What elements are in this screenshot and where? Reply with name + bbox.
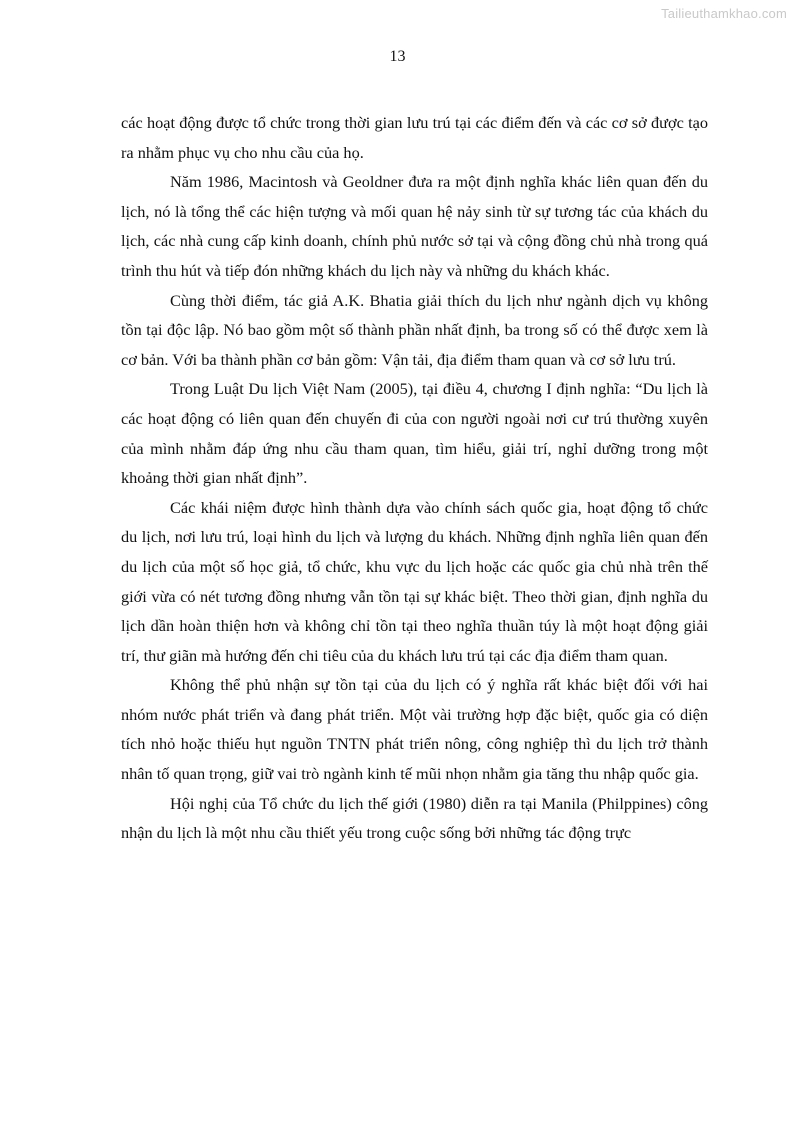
- paragraph: Trong Luật Du lịch Việt Nam (2005), tại điều 4, chương I định nghĩa: “Du lịch là các hoạt động có liên quan đến chuyến đi của con người ngoài nơi cư trú thường xuyên của mình nhằm đáp ứng nhu cầu tham quan, tìm hiểu, giải trí, nghỉ dưỡng trong một khoảng thời gian nhất định”.: [121, 379, 708, 488]
- paragraph: Năm 1986, Macintosh và Geoldner đưa ra một định nghĩa khác liên quan đến du lịch, nó là tổng thể các hiện tượng và mối quan hệ nảy sinh từ sự tương tác của khách du lịch, các nhà cung cấp kinh doanh, chính phủ nước sở tại và cộng đồng chủ nhà trong quá trình thu hút và tiếp đón những khách du lịch này và những du khách khác.: [121, 172, 708, 280]
- paragraph: Hội nghị của Tổ chức du lịch thế giới (1980) diễn ra tại Manila (Philppines) công nhận du lịch là một nhu cầu thiết yếu trong cuộc sống bởi những tác động trực: [121, 793, 708, 843]
- watermark: Tailieuthamkhao.com: [661, 6, 787, 21]
- document-body: [121, 108, 708, 848]
- page-number: 13: [389, 48, 406, 65]
- paragraph: Không thể phủ nhận sự tồn tại của du lịch có ý nghĩa rất khác biệt đối với hai nhóm nước phát triển và đang phát triển. Một vài trường hợp đặc biệt, quốc gia có diện tích nhỏ hoặc thiếu hụt nguồn TNTN phát triển nông, công nghiệp thì du lịch trở thành nhân tố quan trọng, giữ vai trò ngành kinh tế mũi nhọn nhằm gia tăng thu nhập quốc gia.: [121, 675, 708, 784]
- paragraph-continued: các hoạt động được tổ chức trong thời gian lưu trú tại các điểm đến và các cơ sở được tạo ra nhằm phục vụ cho nhu cầu của họ.: [121, 113, 708, 162]
- paragraph: Cùng thời điểm, tác giả A.K. Bhatia giải thích du lịch như ngành dịch vụ không tồn tại độc lập. Nó bao gồm một số thành phần nhất định, ba trong số có thể được xem là cơ bản. Với ba thành phần cơ bản gồm: Vận tải, địa điểm tham quan và cơ sở lưu trú.: [121, 290, 708, 369]
- paragraph: Các khái niệm được hình thành dựa vào chính sách quốc gia, hoạt động tổ chức du lịch, nơi lưu trú, loại hình du lịch và lượng du khách. Những định nghĩa liên quan đến du lịch của một số học giả, tổ chức, khu vực du lịch hoặc các quốc gia chủ nhà trên thế giới vừa có nét tương đồng nhưng vẫn tồn tại sự khác biệt. Theo thời gian, định nghĩa du lịch dần hoàn thiện hơn và không chỉ tồn tại theo nghĩa thuần túy là một hoạt động giải trí, thư giãn mà hướng đến chi tiêu của du khách lưu trú tại các địa điểm tham quan.: [121, 497, 708, 665]
